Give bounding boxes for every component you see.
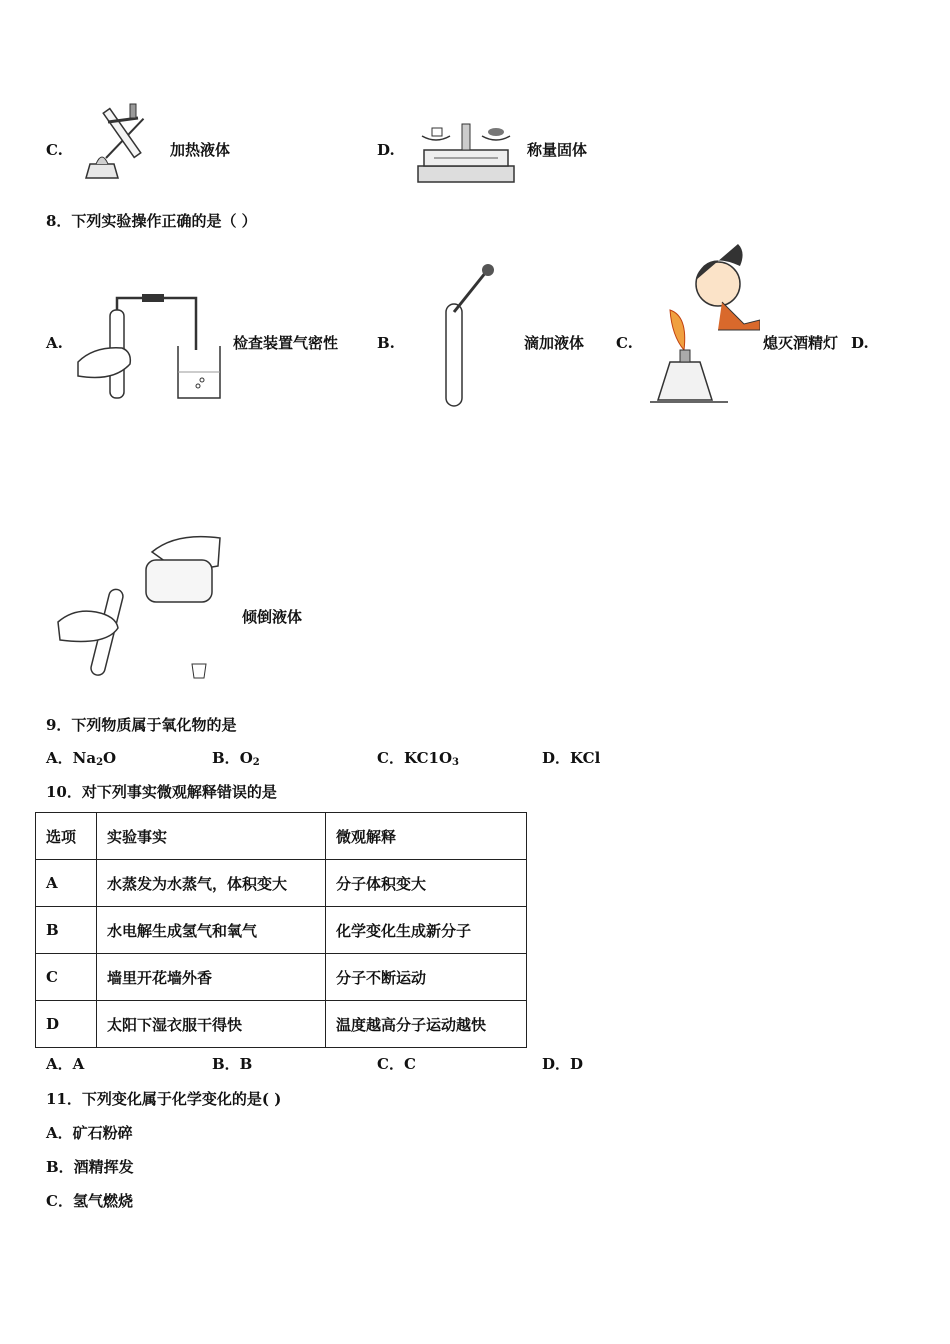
q7-option-c-label: C. — [46, 141, 63, 159]
airtightness-check-figure — [74, 290, 226, 402]
blowing-out-lamp-figure — [648, 240, 760, 408]
q11-option-c: C．氢气燃烧 — [46, 1192, 133, 1210]
q10-stem: 10．对下列事实微观解释错误的是 — [46, 783, 277, 801]
q10-answer-b: B．B — [212, 1055, 253, 1073]
heating-liquid-figure — [78, 98, 168, 186]
q8-option-a-label: A. — [46, 334, 63, 352]
q8-stem: 8．下列实验操作正确的是（ ） — [46, 212, 257, 230]
table-cell: A — [36, 860, 97, 907]
table-cell: 温度越高分子运动越快 — [326, 1001, 527, 1048]
q9-option-c: C．$KC1O_3$ — [377, 749, 459, 768]
q8-option-d-label: D. — [851, 334, 869, 352]
q11-stem: 11．下列变化属于化学变化的是( ) — [46, 1090, 282, 1108]
table-cell: B — [36, 907, 97, 954]
balance-scale-figure — [414, 116, 518, 186]
table-cell: 太阳下湿衣服干得快 — [97, 1001, 326, 1048]
table-cell: 分子不断运动 — [326, 954, 527, 1001]
q8-option-c-label: C. — [616, 334, 633, 352]
q10-answer-d: D．D — [542, 1055, 584, 1073]
q7-option-c-text: 加热液体 — [170, 141, 231, 159]
table-header-cell: 实验事实 — [97, 813, 326, 860]
q10-answer-a: A．A — [46, 1055, 85, 1073]
table-header-cell: 微观解释 — [326, 813, 527, 860]
q9-option-a: A．$Na_2O$ — [46, 749, 117, 768]
q10-answer-c: C．C — [377, 1055, 416, 1073]
table-row — [36, 907, 527, 954]
table-row — [36, 860, 527, 907]
dropping-liquid-figure — [440, 262, 500, 410]
table-cell: 化学变化生成新分子 — [326, 907, 527, 954]
q7-option-d-label: D. — [377, 141, 395, 159]
table-cell: 墙里开花墙外香 — [97, 954, 326, 1001]
table-cell: D — [36, 1001, 97, 1048]
table-header-row — [36, 813, 527, 860]
table-row — [36, 1001, 527, 1048]
table-row — [36, 954, 527, 1001]
pouring-liquid-figure — [56, 532, 226, 682]
table-header-cell: 选项 — [36, 813, 97, 860]
q7-option-d-text: 称量固体 — [527, 141, 588, 159]
table-cell: C — [36, 954, 97, 1001]
table-cell: 水电解生成氢气和氧气 — [97, 907, 326, 954]
q11-option-a: A．矿石粉碎 — [46, 1124, 133, 1142]
q10-table — [35, 812, 527, 1048]
table-cell: 分子体积变大 — [326, 860, 527, 907]
q8-option-b-label: B. — [377, 334, 395, 352]
q9-stem: 9．下列物质属于氧化物的是 — [46, 716, 237, 734]
q8-option-d-text: 倾倒液体 — [242, 608, 303, 626]
q8-option-c-text: 熄灭酒精灯 — [763, 334, 839, 352]
q8-option-a-text: 检查装置气密性 — [233, 334, 339, 352]
table-cell: 水蒸发为水蒸气，体积变大 — [97, 860, 326, 907]
q11-option-b: B．酒精挥发 — [46, 1158, 134, 1176]
q9-option-d: D．KCl — [542, 749, 601, 767]
q9-option-b: B．$O_2$ — [212, 749, 260, 768]
q8-option-b-text: 滴加液体 — [524, 334, 585, 352]
